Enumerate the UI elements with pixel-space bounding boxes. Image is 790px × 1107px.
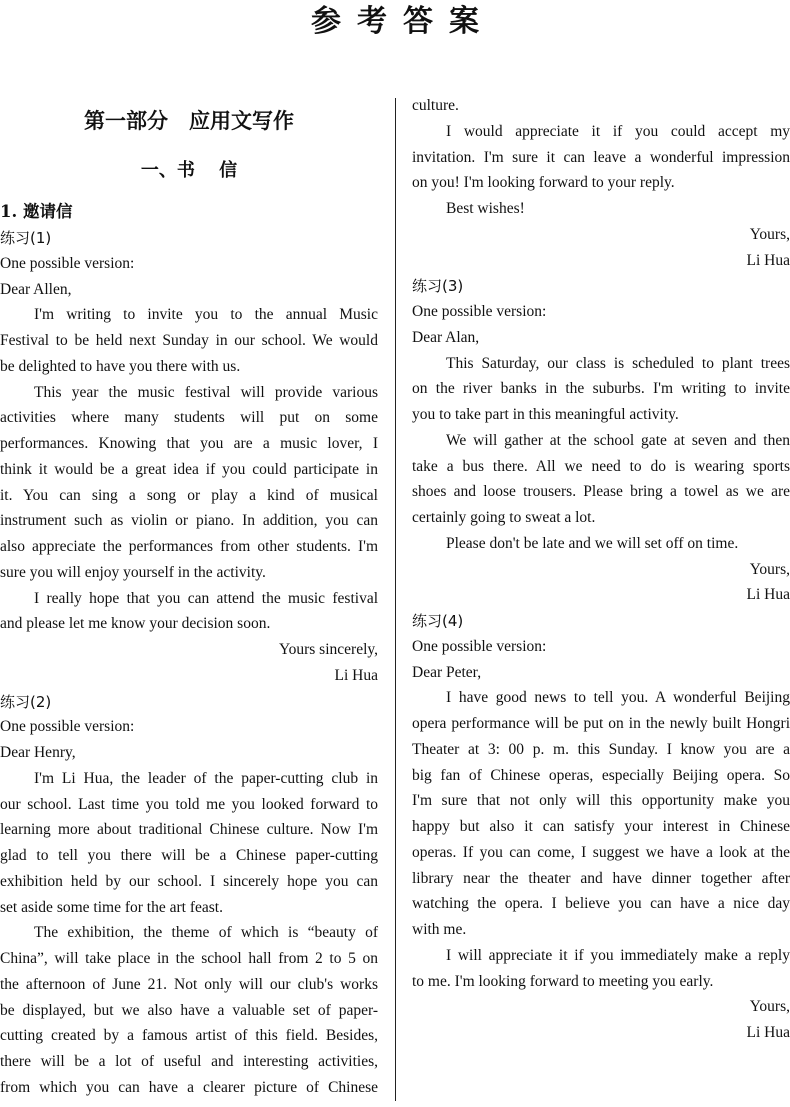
text-line: activities where many students will put on some	[0, 409, 378, 427]
text-line: watching the opera. I believe you can have a nice day	[412, 895, 790, 913]
text-line: take a bus there. All we need to do is wearing sports	[412, 457, 790, 475]
text-line: think it would be a great idea if you could participate in	[0, 460, 378, 478]
text-line: opera performance will be put on in the newly built Hongri	[412, 715, 790, 732]
text-line: I would appreciate it if you could accept my	[446, 122, 790, 140]
text-line: invitation. I'm sure it can leave a wonderful impression	[412, 148, 790, 166]
text-line: be displayed, but we also have a valuable set of paper-	[0, 1001, 378, 1019]
text-line: instrument such as violin or piano. In addition, you can	[0, 512, 378, 530]
text-line: operas. If you can come, I suggest we have a look at the	[412, 843, 790, 861]
text-line: Dear Allen,	[0, 280, 72, 298]
text-line: sure you will enjoy yourself in the activity.	[0, 563, 266, 581]
part-title: 第一部分 应用文写作	[84, 108, 294, 133]
text-line: the afternoon of June 21. Not only will our club's works	[0, 975, 378, 993]
text-line: The exhibition, the theme of which is “beauty of	[34, 924, 378, 942]
text-line: Festival to be held next Sunday in our school. We would	[0, 332, 378, 349]
text-line: there will be a lot of useful and interesting activities,	[0, 1053, 378, 1070]
text-line: also appreciate the performances from other students. I'm	[0, 538, 378, 555]
text-line: I'm writing to invite you to the annual Music	[34, 306, 378, 324]
item-title: 1. 邀请信	[0, 202, 73, 221]
text-line: Dear Henry,	[0, 744, 76, 761]
text-line: our school. Last time you told me you looked forward to	[0, 795, 378, 813]
text-line: Li Hua	[746, 1024, 790, 1041]
text-line: Please don't be late and we will set off on time.	[446, 534, 739, 552]
text-line: you to take part in this meaningful activity.	[412, 406, 679, 423]
text-line: learning more about traditional Chinese culture. Now I'm	[0, 821, 378, 839]
text-line: on you! I'm looking forward to your reply.	[412, 174, 675, 192]
text-line: Yours,	[749, 225, 790, 243]
text-line: set aside some time for the art feast.	[0, 898, 223, 916]
text-line: it. You can sing a song or play a kind of musical	[0, 486, 378, 504]
section-title: 一、书 信	[140, 160, 238, 181]
text-line: 练习(3)	[412, 277, 464, 296]
text-line: with me.	[412, 921, 467, 938]
text-line: Li Hua	[334, 666, 378, 684]
text-line: One possible version:	[0, 718, 135, 736]
text-line: One possible version:	[412, 303, 547, 320]
column-divider	[395, 98, 396, 1101]
text-line: 练习(4)	[412, 612, 464, 630]
text-line: Best wishes!	[446, 200, 525, 217]
text-line: This year the music festival will provide various	[34, 383, 378, 401]
text-line: glad to tell you there will be a Chinese paper-cutting	[0, 847, 378, 864]
text-line: cutting created by a famous artist of this field. Besides,	[0, 1027, 378, 1045]
text-line: exhibition held by our school. I sincerely hope you can	[0, 872, 378, 890]
text-line: I will appreciate it if you immediately make a reply	[446, 946, 790, 964]
text-line: One possible version:	[412, 637, 547, 655]
text-line: Theater at 3: 00 p. m. this Sunday. I know you are a	[412, 740, 790, 758]
text-line: Li Hua	[746, 586, 790, 604]
text-line: 练习(1)	[0, 229, 52, 247]
page-title: 参考答案	[311, 4, 495, 39]
text-line: 练习(2)	[0, 692, 52, 711]
text-line: shoes and loose trousers. Please bring a towel as we are	[412, 483, 790, 501]
text-line: and please let me know your decision soon.	[0, 615, 271, 633]
text-line: certainly going to sweat a lot.	[412, 509, 596, 526]
text-line: I'm Li Hua, the leader of the paper-cutting club in	[34, 769, 378, 787]
text-line: This Saturday, our class is scheduled to plant trees	[446, 354, 790, 372]
text-line: I'm sure that not only will this opportunity make you	[412, 792, 790, 810]
text-line: China”, will take place in the school hall from 2 to 5 on	[0, 950, 378, 967]
text-line: Li Hua	[746, 251, 790, 269]
text-line: Yours sincerely,	[278, 641, 378, 658]
text-line: Dear Peter,	[412, 663, 482, 681]
text-line: from which you can have a clearer picture of Chinese	[0, 1078, 378, 1096]
text-line: I have good news to tell you. A wonderful Beijing	[446, 689, 790, 707]
text-line: Yours,	[749, 560, 790, 578]
text-line: Yours,	[749, 998, 790, 1016]
text-line: on the river banks in the suburbs. I'm writing to invite	[412, 380, 790, 398]
text-line: big fan of Chinese operas, especially Beijing opera. So	[412, 766, 790, 784]
text-line: library near the theater and have dinner together after	[412, 869, 790, 887]
text-line: performances. Knowing that you are a music lover, I	[0, 435, 378, 452]
text-line: One possible version:	[0, 254, 135, 272]
text-line: Dear Alan,	[412, 328, 480, 346]
text-line: to me. I'm looking forward to meeting you early.	[412, 972, 714, 990]
text-line: happy but also it can satisfy your interest in Chinese	[412, 818, 790, 835]
text-line: I really hope that you can attend the music festival	[34, 589, 378, 607]
text-line: culture.	[412, 97, 459, 114]
text-line: We will gather at the school gate at seven and then	[446, 431, 790, 449]
text-line: be delighted to have you there with us.	[0, 357, 241, 375]
